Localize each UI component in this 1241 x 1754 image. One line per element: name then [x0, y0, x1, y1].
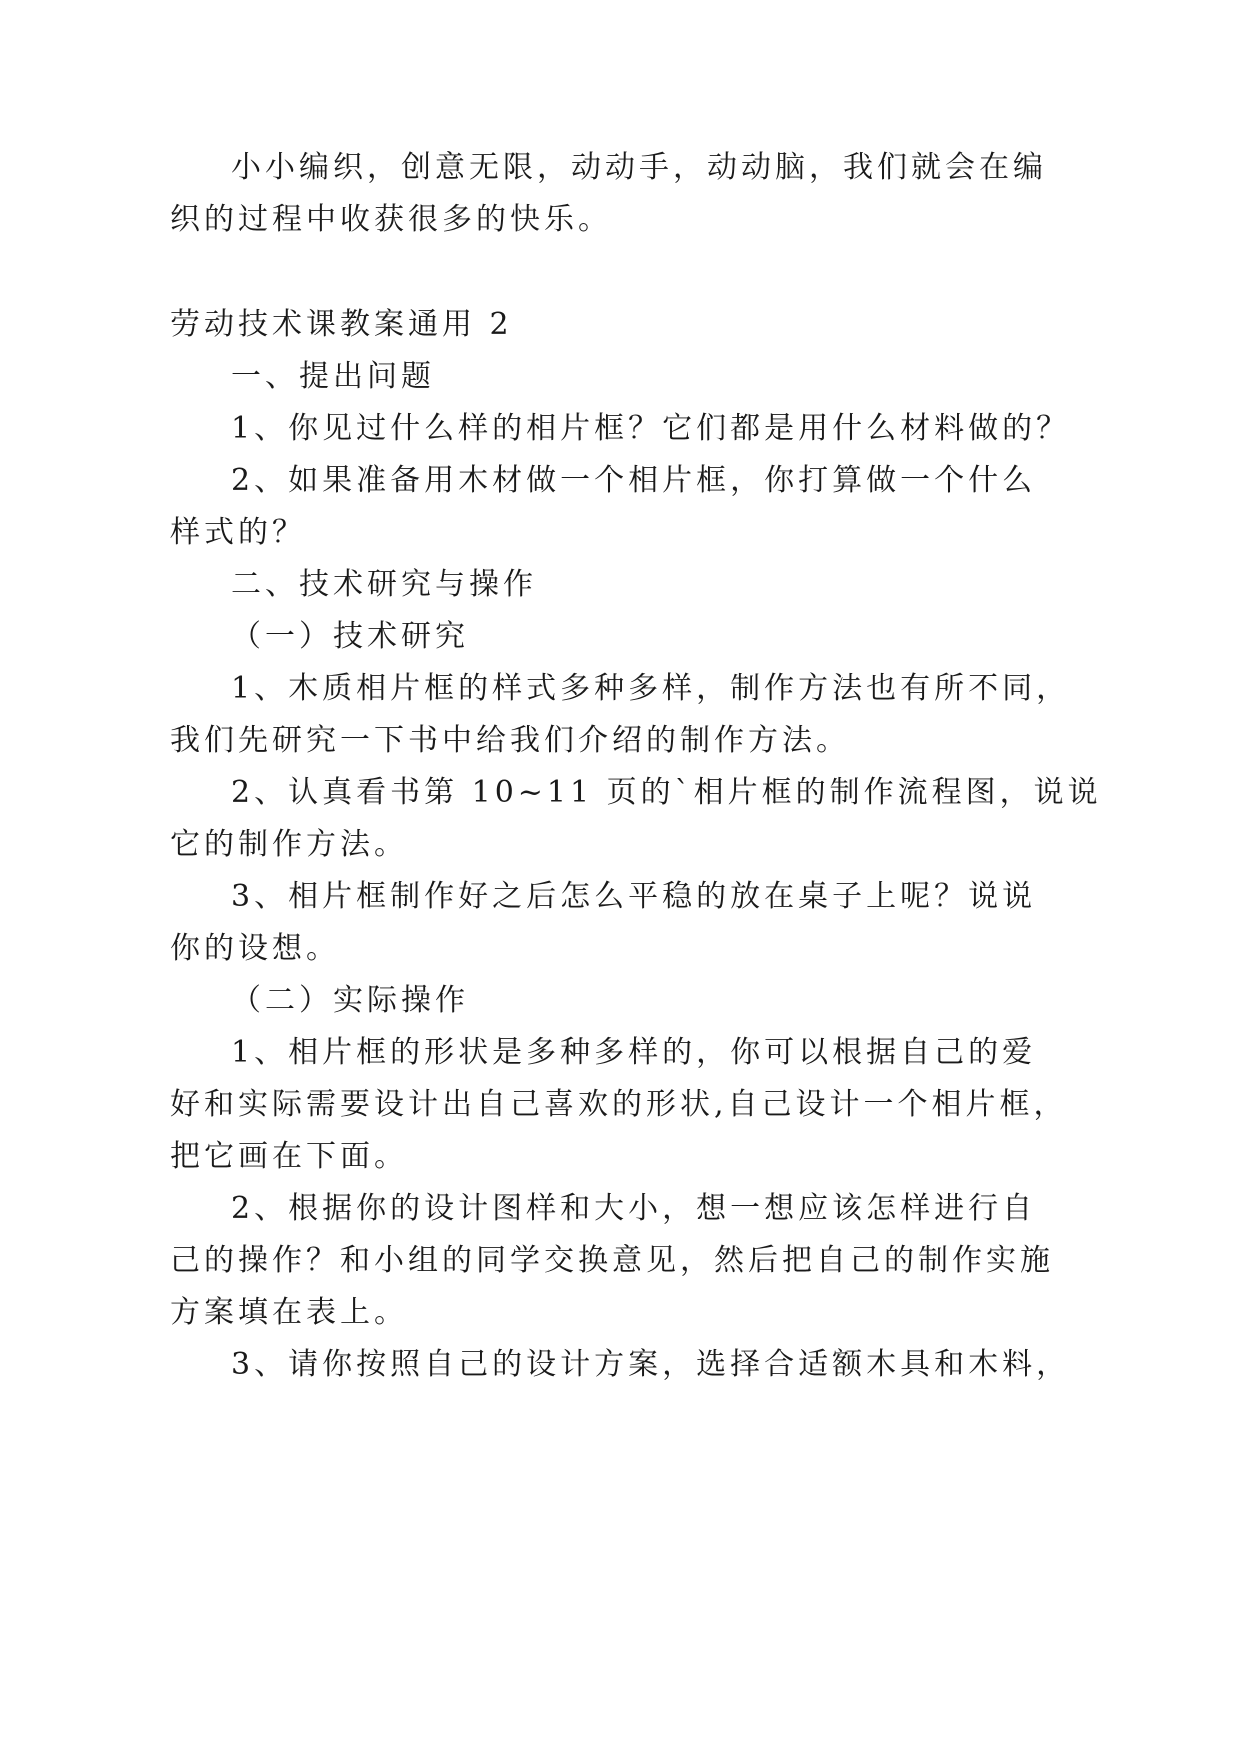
- intro-line-2: 织的过程中收获很多的快乐。: [170, 202, 612, 237]
- practice-item-1-line-2: 好和实际需要设计出自己喜欢的形状,自己设计一个相片框，: [170, 1087, 1068, 1122]
- practice-item-2-line-3: 方案填在表上。: [170, 1295, 408, 1330]
- research-item-3-line-1: 3、相片框制作好之后怎么平稳的放在桌子上呢？说说: [231, 879, 1037, 914]
- research-item-2-line-1: 2、认真看书第 10~11 页的`相片框的制作流程图，说说: [231, 775, 1102, 810]
- subsection-2-title: （二）实际操作: [231, 983, 469, 1018]
- practice-item-2-line-2: 己的操作？和小组的同学交换意见，然后把自己的制作实施: [170, 1243, 1054, 1278]
- section-2-title: 二、技术研究与操作: [231, 567, 537, 602]
- research-item-1-line-1: 1、木质相片框的样式多种多样，制作方法也有所不同，: [231, 671, 1071, 706]
- subsection-1-title: （一）技术研究: [231, 619, 469, 654]
- practice-item-2-line-1: 2、根据你的设计图样和大小，想一想应该怎样进行自: [231, 1191, 1037, 1226]
- research-item-3-line-2: 你的设想。: [170, 931, 340, 966]
- practice-item-3-line-1: 3、请你按照自己的设计方案，选择合适额木具和木料，: [231, 1347, 1071, 1382]
- practice-item-1-line-3: 把它画在下面。: [170, 1139, 408, 1174]
- question-1: 1、你见过什么样的相片框？它们都是用什么材料做的？: [231, 411, 1071, 446]
- question-2-line-1: 2、如果准备用木材做一个相片框，你打算做一个什么: [231, 463, 1037, 498]
- research-item-2-line-2: 它的制作方法。: [170, 827, 408, 862]
- section-1-title: 一、提出问题: [231, 359, 435, 394]
- practice-item-1-line-1: 1、相片框的形状是多种多样的，你可以根据自己的爱: [231, 1035, 1037, 1070]
- research-item-1-line-2: 我们先研究一下书中给我们介绍的制作方法。: [170, 723, 850, 758]
- question-2-line-2: 样式的？: [170, 515, 306, 550]
- lesson-heading: 劳动技术课教案通用 2: [170, 307, 513, 342]
- intro-line-1: 小小编织，创意无限，动动手，动动脑，我们就会在编: [231, 150, 1047, 185]
